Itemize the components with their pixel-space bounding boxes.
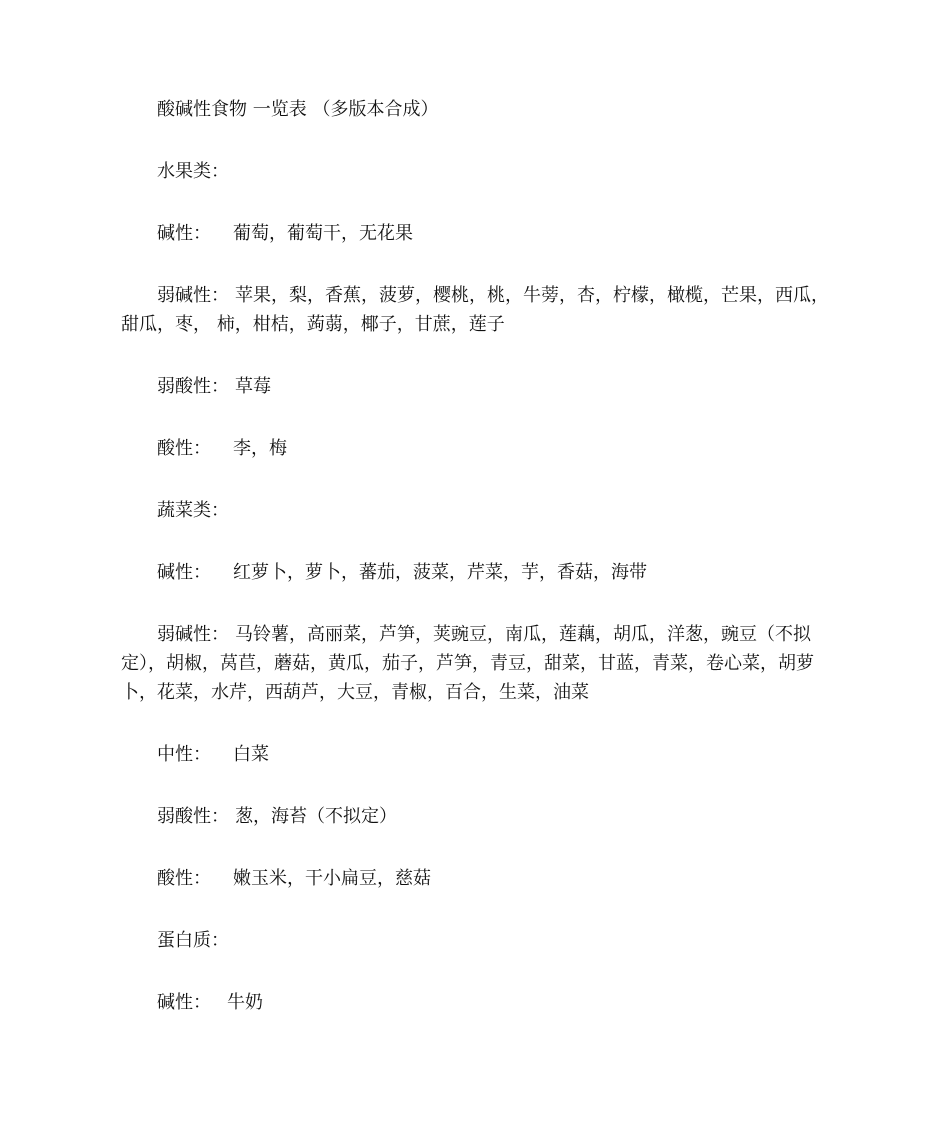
fruit-acid-row bbox=[121, 435, 833, 464]
row-items: 李，梅 bbox=[233, 438, 287, 460]
veg-weak-alkaline-row bbox=[121, 621, 833, 707]
row-label: 碱性： bbox=[157, 223, 211, 245]
row-items: 草莓 bbox=[235, 375, 271, 397]
row-items: 嫩玉米，干小扁豆，慈菇 bbox=[233, 867, 431, 889]
veg-acid-row bbox=[121, 865, 833, 894]
row-items: 葱，海苔（不拟定） bbox=[235, 805, 397, 827]
veg-neutral-row bbox=[121, 741, 833, 770]
row-label: 弱碱性： bbox=[157, 624, 229, 646]
row-label: 弱酸性： bbox=[157, 805, 229, 827]
row-items: 牛奶 bbox=[227, 992, 263, 1013]
section-heading-protein: 蛋白质： bbox=[157, 929, 229, 951]
row-label: 中性： bbox=[157, 743, 211, 765]
row-label: 弱碱性： bbox=[157, 285, 229, 307]
row-items: 白菜 bbox=[233, 743, 269, 765]
row-label: 弱酸性： bbox=[157, 375, 229, 397]
veg-weak-acid-row bbox=[121, 803, 833, 832]
document-title: 酸碱性食物 一览表 （多版本合成） bbox=[157, 99, 439, 120]
row-label: 碱性： bbox=[157, 992, 211, 1013]
row-label: 酸性： bbox=[157, 438, 211, 460]
section-heading-vegetable: 蔬菜类： bbox=[157, 500, 229, 522]
row-items: 红萝卜，萝卜，蕃茄，菠菜，芹菜，芋，香菇，海带 bbox=[233, 562, 647, 584]
document-page bbox=[121, 96, 833, 1051]
section-heading-fruit: 水果类： bbox=[157, 161, 229, 183]
row-label: 碱性： bbox=[157, 562, 211, 584]
fruit-weak-alkaline-row bbox=[121, 282, 833, 339]
row-items: 葡萄，葡萄干，无花果 bbox=[233, 223, 413, 245]
row-label: 酸性： bbox=[157, 867, 211, 889]
veg-alkaline-row bbox=[121, 559, 833, 588]
protein-alkaline-row bbox=[121, 989, 833, 1018]
row-items: 马铃薯，高丽菜，芦笋，荚豌豆，南瓜，莲藕，胡瓜，洋葱，豌豆（不拟定），胡椒，莴苣，蘑菇，黄瓜，茄子，芦笋，青豆，甜菜，甘蓝，青菜，卷心菜，胡萝卜，花菜，水芹，西葫芦，大豆，青椒，百合，生菜，油菜 bbox=[121, 624, 814, 703]
fruit-alkaline-row bbox=[121, 220, 833, 249]
row-items: 苹果，梨，香蕉，菠萝，樱桃，桃，牛蒡，杏，柠檬，橄榄，芒果，西瓜，甜瓜，枣， 柿，柑桔，蒟蒻，椰子，甘蔗，莲子 bbox=[121, 285, 829, 335]
fruit-weak-acid-row bbox=[121, 373, 833, 402]
